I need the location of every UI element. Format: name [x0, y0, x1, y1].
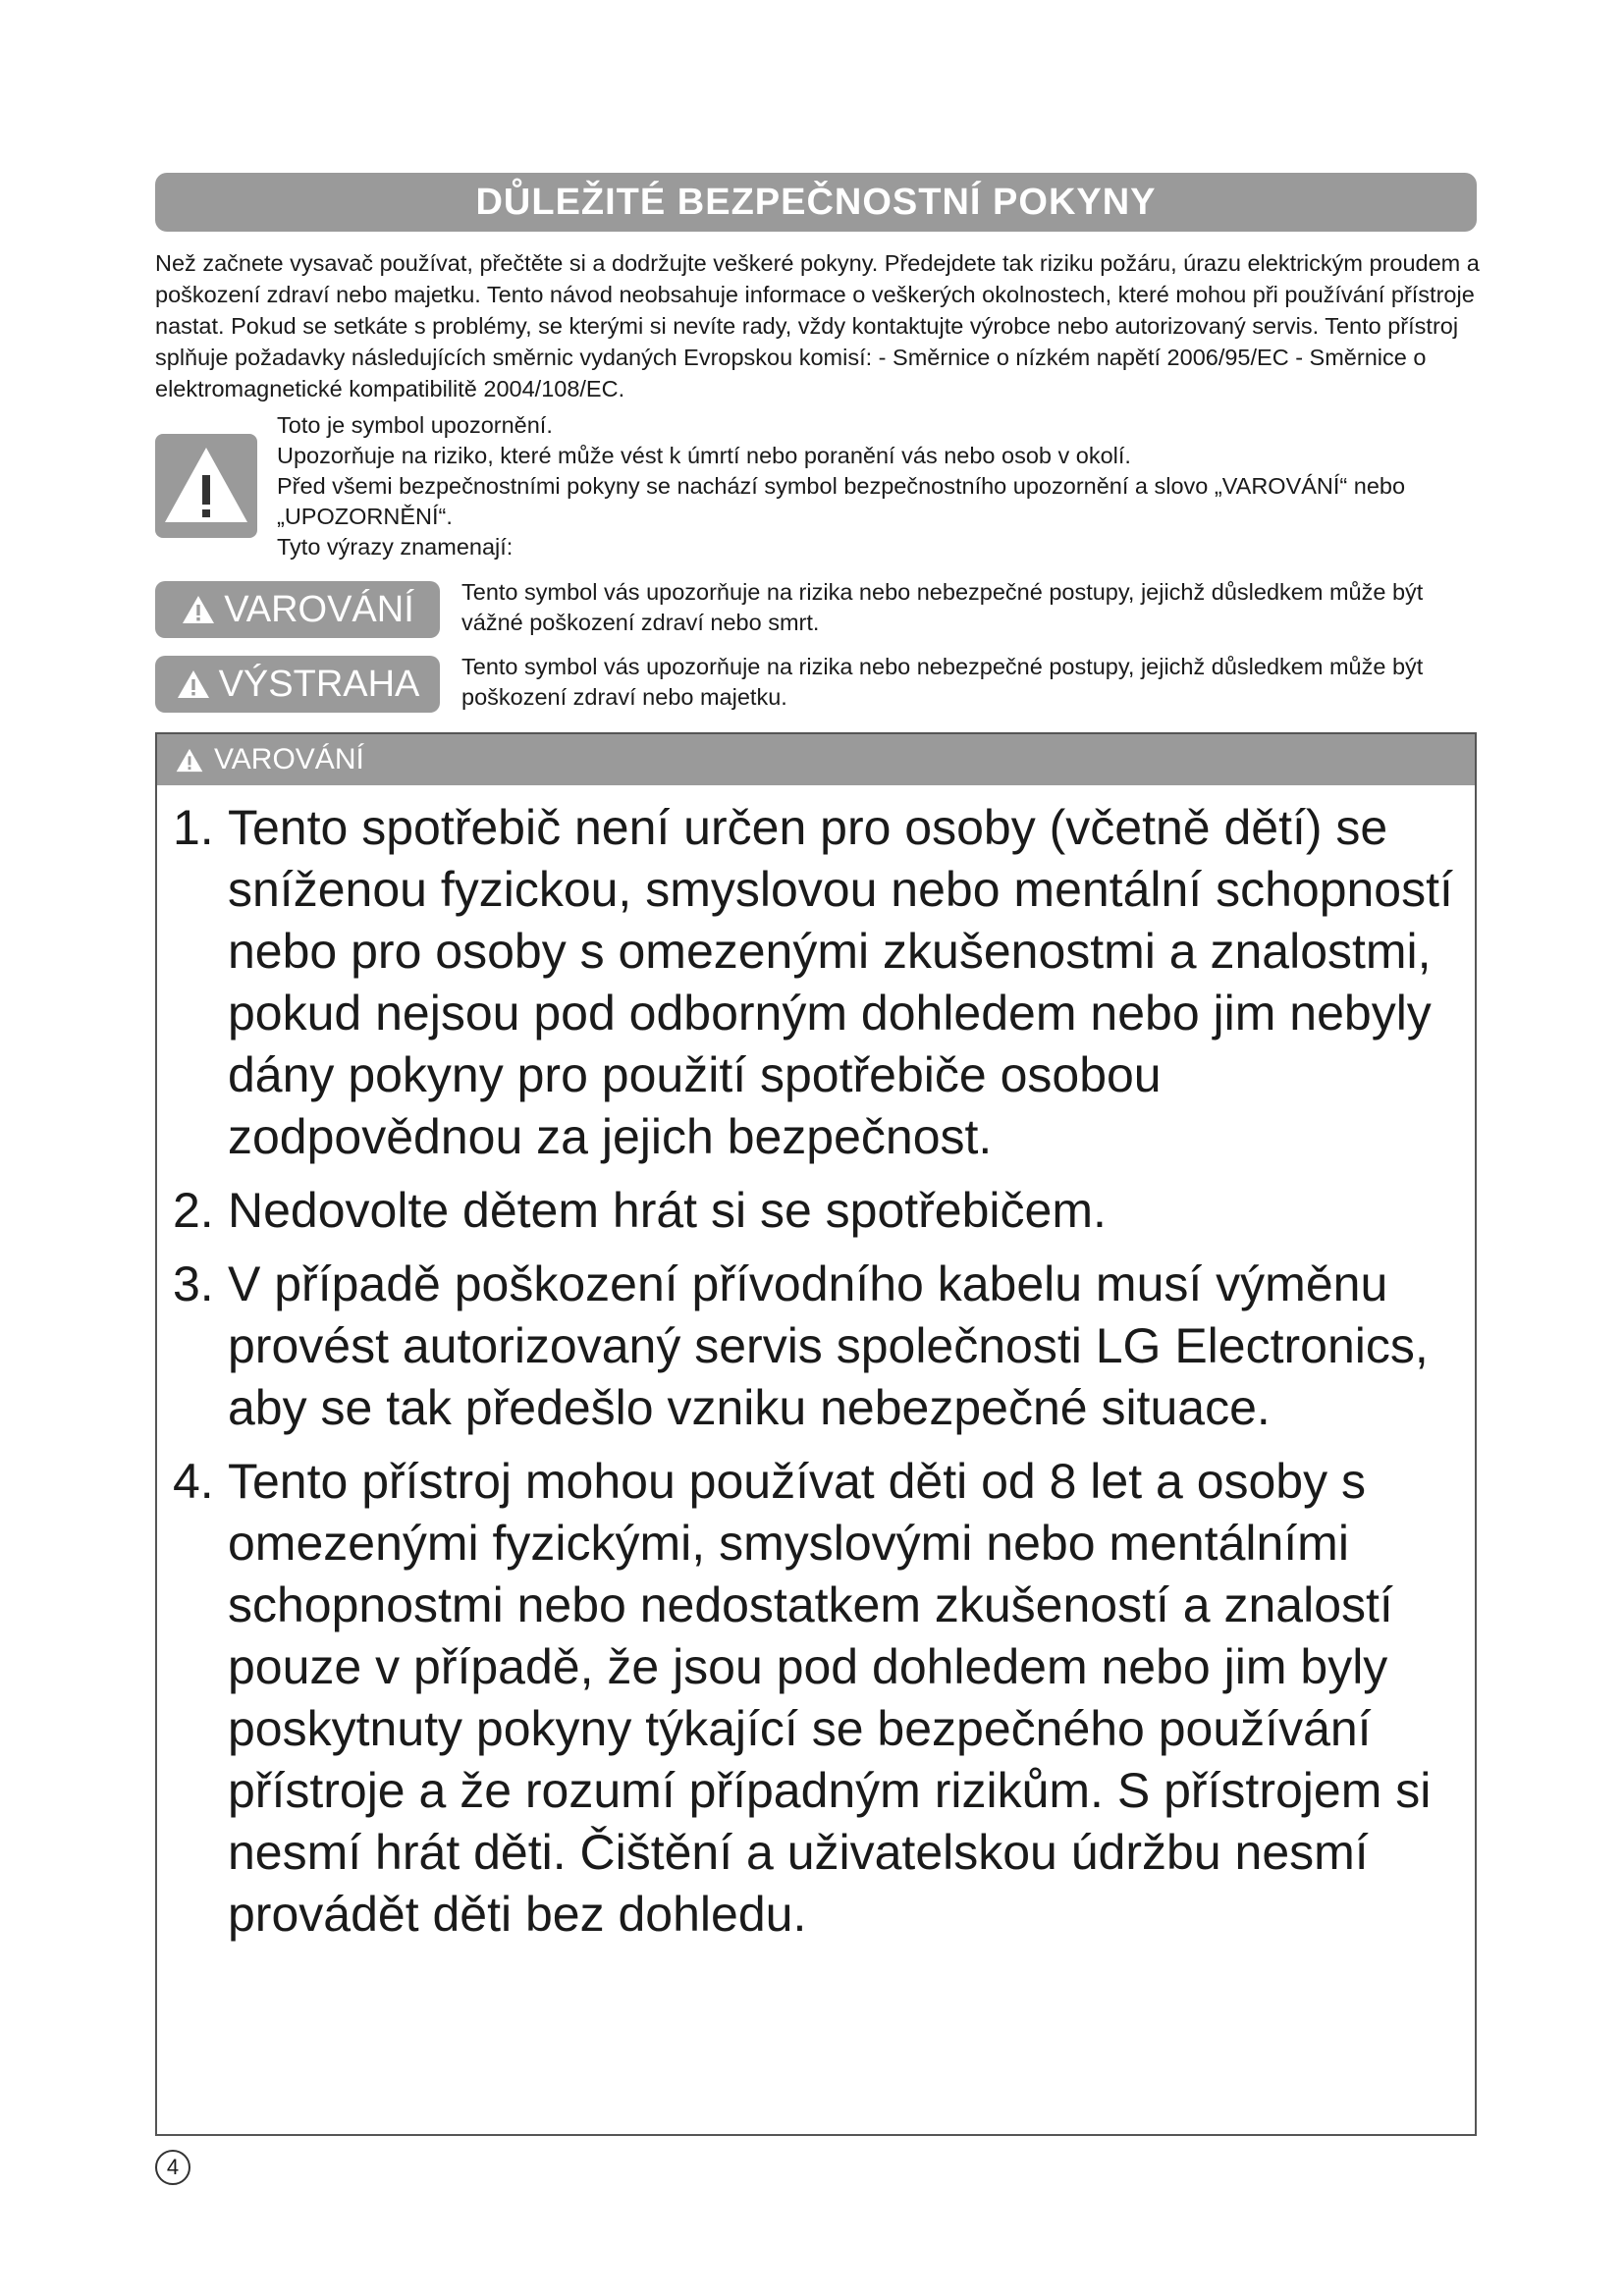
varovani-badge — [155, 581, 440, 638]
warning-box-title: VAROVÁNÍ — [214, 743, 364, 775]
badge-label: VÝSTRAHA — [218, 663, 420, 705]
list-item — [173, 1180, 1459, 1242]
warning-list — [173, 797, 1459, 1957]
intro-paragraph: Než začnete vysavač používat, přečtěte si a dodržujte veškeré pokyny. Předejdete tak riziku požáru, úrazu elektrickým proudem a poškození zdraví nebo majetku. Tento návod neobsahuje informace o veškerých okolnostech, které mohou při používání přístroje nastat. Pokud se setkáte s problémy, se kterými si nevíte rady, vždy kontaktujte výrobce nebo autorizovaný servis. Tento přístroj splňuje požadavky následujících směrnic vydaných Evropskou komisí: - Směrnice o nízkém napětí 2006/95/EC - Směrnice o elektromagnetické kompatibilitě 2004/108/EC. — [155, 250, 1480, 401]
warning-triangle-icon — [176, 668, 211, 700]
warning-triangle-icon — [175, 747, 204, 774]
item-number: 3. — [173, 1256, 214, 1311]
page-title: DŮLEŽITÉ BEZPEČNOSTNÍ POKYNY — [155, 173, 1477, 232]
page-number: 4 — [155, 2150, 190, 2185]
item-text: Nedovolte dětem hrát si se spotřebičem. — [228, 1183, 1107, 1238]
badge-label: VAROVÁNÍ — [224, 588, 414, 630]
symbol-line: Tyto výrazy znamenají: — [277, 534, 514, 560]
warning-triangle-icon — [181, 594, 216, 625]
warning-triangle-icon — [155, 434, 257, 538]
symbol-line: Toto je symbol upozornění. — [277, 412, 553, 438]
item-number: 2. — [173, 1183, 214, 1238]
warning-box — [155, 732, 1477, 2136]
list-item — [173, 1254, 1459, 1439]
vystraha-description: Tento symbol vás upozorňuje na rizika nebo nebezpečné postupy, jejichž důsledkem může být poškození zdraví nebo majetku. — [461, 654, 1424, 710]
vystraha-badge — [155, 656, 440, 713]
item-number: 4. — [173, 1454, 214, 1509]
item-text: Tento spotřebič není určen pro osoby (včetně dětí) se sníženou fyzickou, smyslovou nebo mentální schopností nebo pro osoby s omezenými zkušenostmi a znalostmi, pokud nejsou pod odborným dohledem nebo jim nebyly dány pokyny pro použití spotřebiče osobou zodpovědnou za jejich bezpečnost. — [228, 800, 1453, 1164]
list-item — [173, 1451, 1459, 1946]
varovani-description: Tento symbol vás upozorňuje na rizika nebo nebezpečné postupy, jejichž důsledkem může být vážné poškození zdraví nebo smrt. — [461, 579, 1424, 635]
symbol-explanation — [277, 410, 1455, 562]
item-text: Tento přístroj mohou používat děti od 8 let a osoby s omezenými fyzickými, smyslovými nebo mentálními schopnostmi nebo nedostatkem zkušeností a znalostí pouze v případě, že jsou pod dohledem nebo jim byly poskytnuty pokyny týkající se bezpečného používání přístroje a že rozumí případným rizikům. S přístrojem si nesmí hrát děti. Čištění a uživatelskou údržbu nesmí provádět děti bez dohledu. — [228, 1454, 1432, 1942]
warning-box-header — [157, 734, 1475, 785]
item-text: V případě poškození přívodního kabelu musí výměnu provést autorizovaný servis společnosti LG Electronics, aby se tak předešlo vzniku nebezpečné situace. — [228, 1256, 1429, 1435]
symbol-line: Upozorňuje na riziko, které může vést k úmrtí nebo poranění vás nebo osob v okolí. — [277, 443, 1131, 468]
item-number: 1. — [173, 800, 214, 855]
list-item — [173, 797, 1459, 1168]
symbol-line: Před všemi bezpečnostními pokyny se nachází symbol bezpečnostního upozornění a slovo „VAROVÁNÍ“ nebo „UPOZORNĚNÍ“. — [277, 473, 1406, 529]
warning-symbol-box — [155, 434, 257, 538]
